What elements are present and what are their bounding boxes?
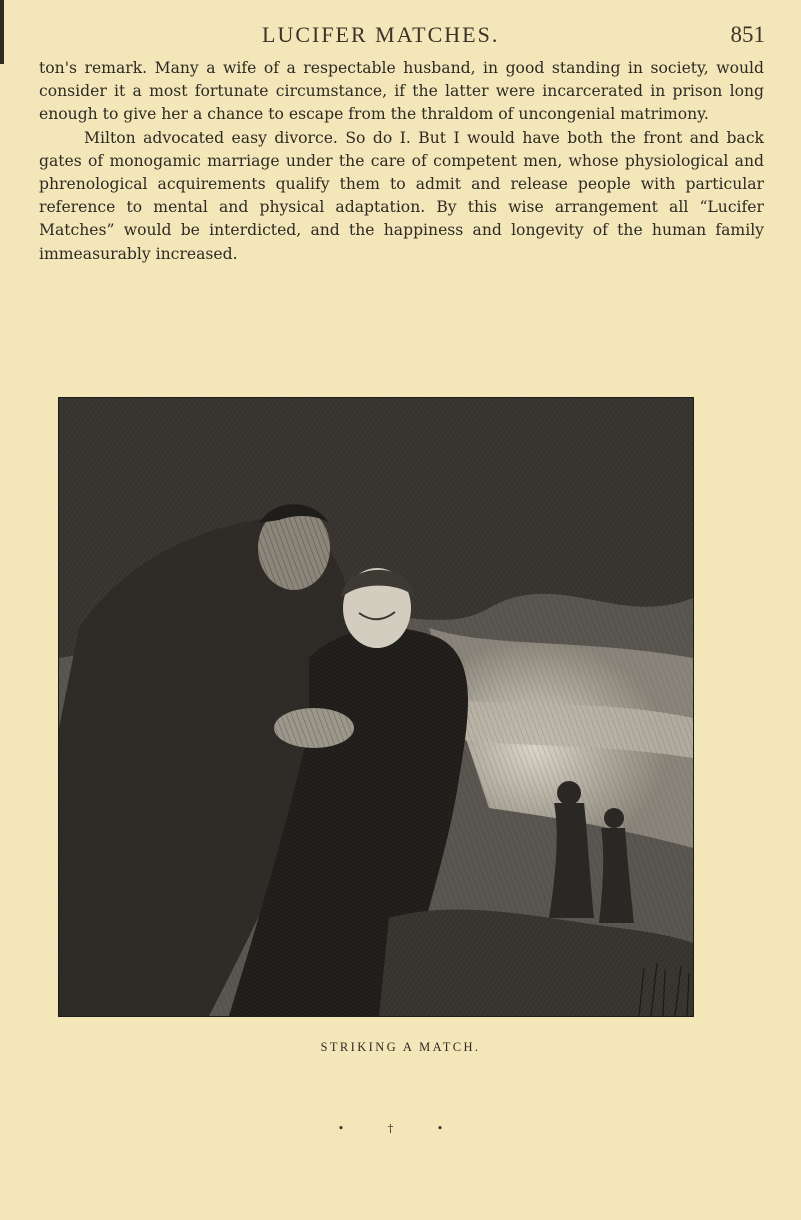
page-number: 851 bbox=[730, 22, 765, 47]
illustration bbox=[58, 397, 694, 1017]
running-title: LUCIFER MATCHES. bbox=[262, 22, 500, 47]
paragraph-milton: Milton advocated easy divorce. So do I. But I would have both the front and back gates of monogamic marriage under the care of competent men, whose physiological and phrenological acquirements qualify them to admit and release people with particular reference to mental and physical adaptation. By this wise arrangement all “Lucifer Matches” would be interdicted, and the happiness and longevity of the human family immeasurably increased. bbox=[39, 128, 764, 263]
caption: STRIKING A MATCH. bbox=[320, 1040, 481, 1054]
body-text bbox=[39, 57, 764, 266]
printer-marks: • † • bbox=[337, 1122, 464, 1135]
paragraph-continued: ton's remark. Many a wife of a respectable husband, in good standing in society, would consider it a most fortunate circumstance, if the latter were incarcerated in prison long enough to give her a chance to escape from the thraldom of uncongenial matrimony. bbox=[39, 59, 764, 124]
running-head bbox=[0, 22, 801, 56]
engraving-image bbox=[59, 398, 693, 1016]
